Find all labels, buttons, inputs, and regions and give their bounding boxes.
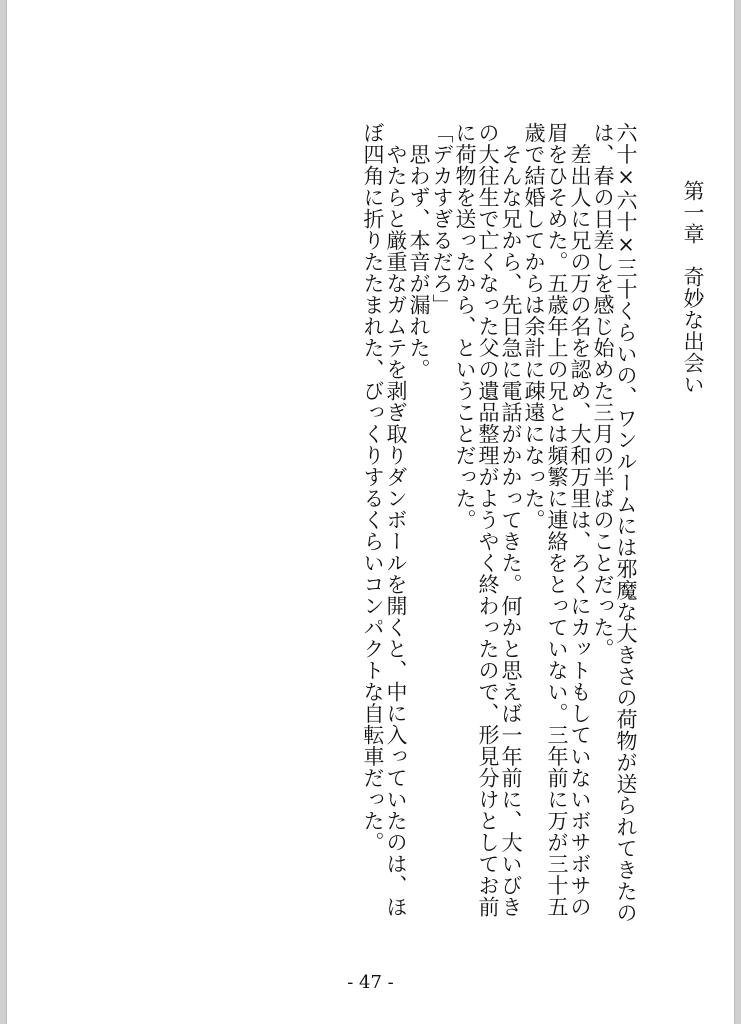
- paragraph: 「デカすぎるだろ」: [430, 122, 454, 316]
- paragraph: 差出人に兄の万の名を認め、大和万里は、ろくにカットもしていないボサボサの眉をひそめた。五歳年上の兄とは頻繁に連絡をとっていない。三年前に万が三十五歳で結婚してからは余計に疎遠になった。: [522, 122, 592, 918]
- book-page: [7, 0, 734, 1024]
- paragraph: やたらと厳重なガムテを剥ぎ取りダンボールを開くと、中に入っていたのは、ほぼ四角に折りたたまれた、びっくりするくらいコンパクトな自転車だった。: [361, 122, 408, 918]
- chapter-title: 第一章 奇妙な出会い: [681, 180, 705, 395]
- page-number: - 47 -: [347, 972, 394, 993]
- paragraph: そんな兄から、先日急に電話がかかってきた。何かと思えば一年前に、大いびきの大往生で亡くなった父の遺品整理がようやく終わったので、形見分けとしてお前に荷物を送ったから、ということだった。: [453, 122, 523, 918]
- paragraph: 六十×六十×三十くらいの、ワンルームには邪魔な大きさの荷物が送られてきたのは、春の日差しを感じ始めた三月の半ばのことだった。: [591, 122, 638, 924]
- vertical-text-block: [361, 122, 705, 927]
- paragraph: 思わず、本音が漏れた。: [407, 122, 431, 380]
- body-text: [361, 122, 637, 927]
